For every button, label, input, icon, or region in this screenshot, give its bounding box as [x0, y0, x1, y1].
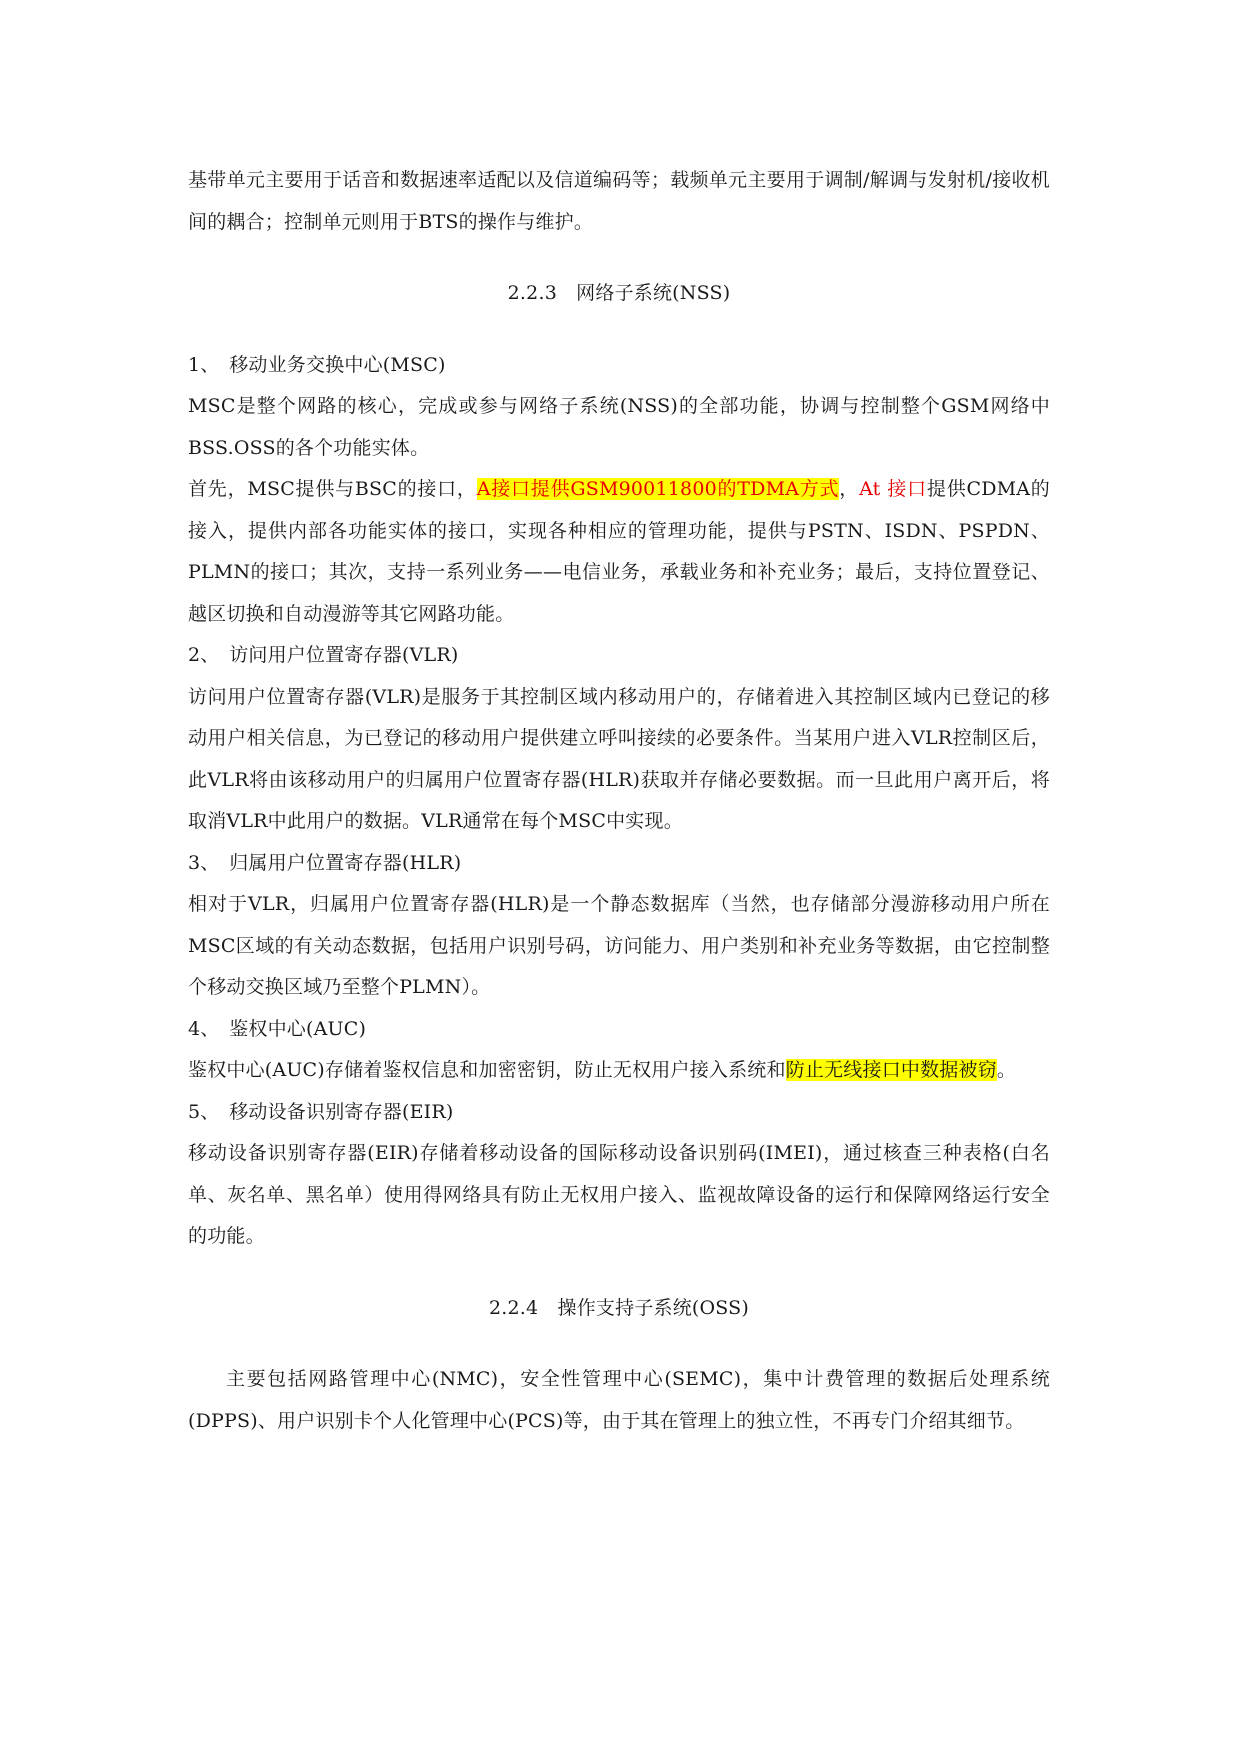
highlight-at-interface: At 接口 — [859, 478, 927, 500]
intro-paragraph: 基带单元主要用于话音和数据速率适配以及信道编码等；载频单元主要用于调制/解调与发射机/接收机间的耦合；控制单元则用于BTS的操作与维护。 — [188, 169, 1050, 233]
msc-paragraph-2 — [188, 469, 1050, 635]
section-heading-nss: 2.2.3 网络子系统(NSS) — [507, 282, 731, 304]
item-title-auc: 4、 鉴权中心(AUC) — [188, 1017, 367, 1040]
eir-paragraph: 移动设备识别寄存器(EIR)存储着移动设备的国际移动设备识别码(IMEI)，通过核查三种表格(白名单、灰名单、黑名单）使用得网络具有防止无权用户接入、监视故障设备的运行和保障网络运行安全的功能。 — [188, 1142, 1050, 1247]
msc-p2-text-a: 首先，MSC提供与BSC的接口， — [188, 478, 477, 500]
auc-text-a: 鉴权中心(AUC)存储着鉴权信息和加密密钥，防止无权用户接入系统和 — [188, 1059, 786, 1081]
item-title-eir: 5、 移动设备识别寄存器(EIR) — [188, 1100, 454, 1123]
highlight-anti-eavesdrop: 防止无线接口中数据被窃 — [785, 1059, 997, 1081]
item-title-msc: 1、 移动业务交换中心(MSC) — [188, 353, 446, 376]
oss-paragraph: 主要包括网路管理中心(NMC)，安全性管理中心(SEMC)，集中计费管理的数据后处理系统(DPPS)、用户识别卡个人化管理中心(PCS)等，由于其在管理上的独立性，不再专门介绍其细节。 — [188, 1368, 1050, 1432]
section-heading-oss: 2.2.4 操作支持子系统(OSS) — [488, 1296, 750, 1319]
document-body — [188, 160, 1050, 1442]
hlr-paragraph: 相对于VLR，归属用户位置寄存器(HLR)是一个静态数据库（当然，也存储部分漫游移动用户所在MSC区域的有关动态数据，包括用户识别号码，访问能力、用户类别和补充业务等数据，由它控制整个移动交换区域乃至整个PLMN）。 — [188, 893, 1050, 998]
msc-p2-text-b: ， — [839, 478, 860, 500]
highlight-a-interface: A接口提供GSM90011800的TDMA方式 — [476, 478, 840, 500]
item-title-vlr: 2、 访问用户位置寄存器(VLR) — [188, 644, 459, 666]
msc-paragraph-1: MSC是整个网路的核心，完成或参与网络子系统(NSS)的全部功能，协调与控制整个GSM网络中BSS.OSS的各个功能实体。 — [188, 395, 1050, 459]
vlr-paragraph: 访问用户位置寄存器(VLR)是服务于其控制区域内移动用户的，存储着进入其控制区域内已登记的移动用户相关信息，为已登记的移动用户提供建立呼叫接续的必要条件。当某用户进入VLR控制区后，此VLR将由该移动用户的归属用户位置寄存器(HLR)获取并存储必要数据。而一旦此用户离开后，将取消VLR中此用户的数据。VLR通常在每个MSC中实现。 — [188, 685, 1050, 832]
msc-p2-text-c: 提供CDMA的接入，提供内部各功能实体的接口，实现各种相应的管理功能，提供与PSTN、ISDN、PSPDN、PLMN的接口；其次，支持一系列业务——电信业务，承载业务和补充业务；最后，支持位置登记、越区切换和自动漫游等其它网路功能。 — [188, 478, 1050, 625]
auc-text-b: 。 — [996, 1059, 1017, 1081]
item-title-hlr: 3、 归属用户位置寄存器(HLR) — [188, 851, 462, 874]
auc-paragraph — [188, 1050, 1050, 1092]
